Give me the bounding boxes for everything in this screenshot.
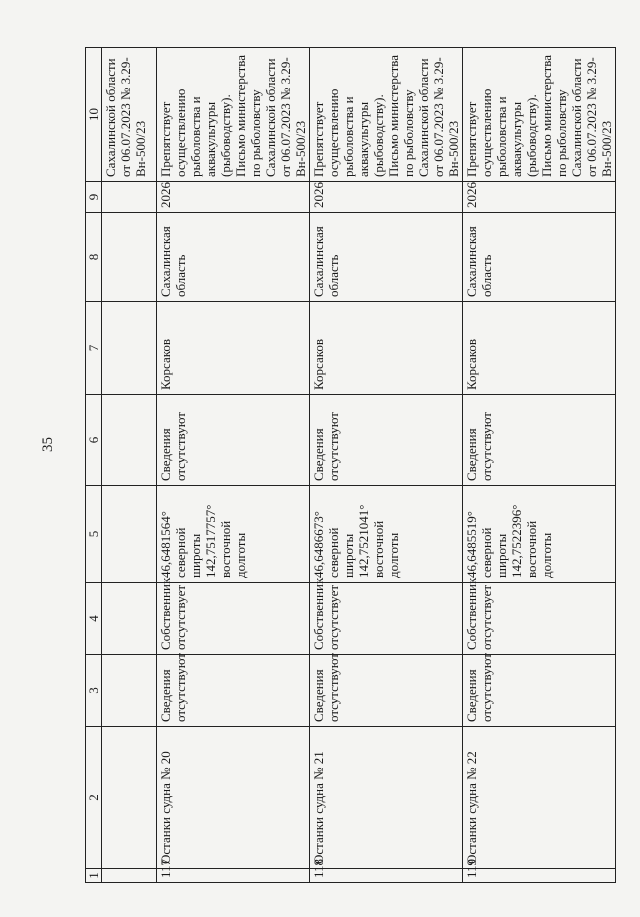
header-row <box>86 48 102 883</box>
column-header: 10 <box>86 48 102 182</box>
table-cell <box>102 213 157 302</box>
location: Корсаков <box>310 302 463 395</box>
table-cell <box>102 302 157 395</box>
column-header: 4 <box>86 583 102 655</box>
year: 2026 <box>310 182 463 213</box>
owner-info: Сведения отсутствуют <box>310 655 463 727</box>
note-cell: Препятствует осуществлению рыболовства и аквакультуры (рыбоводству). Письмо министерства по рыболовству Сахалинской области от 06.07.2023 № 3.29-Вн-500/23 <box>310 48 463 182</box>
region: Сахалинская область <box>157 213 310 302</box>
owner: Собственник отсутствует <box>310 583 463 655</box>
note-cell: Препятствует осуществлению рыболовства и аквакультуры (рыбоводству). Письмо министерства по рыболовству Сахалинской области от 06.07.2023 № 3.29-Вн-500/23 <box>157 48 310 182</box>
vessel-remains-table <box>85 47 616 883</box>
continuation-row <box>102 48 157 883</box>
table-cell <box>102 869 157 883</box>
owner: Собственник отсутствует <box>463 583 616 655</box>
object-name: Останки судна № 21 <box>310 727 463 869</box>
table-cell <box>102 583 157 655</box>
column-header: 8 <box>86 213 102 302</box>
year: 2026 <box>157 182 310 213</box>
table-cell <box>102 486 157 583</box>
coordinates: 46,6485519° северной широты 142,7522396° восточной долготы <box>463 486 616 583</box>
column-header: 2 <box>86 727 102 869</box>
region: Сахалинская область <box>310 213 463 302</box>
note-cell: Сахалинской области от 06.07.2023 № 3.29-Вн-500/23 <box>102 48 157 182</box>
region: Сахалинская область <box>463 213 616 302</box>
column-header: 1 <box>86 869 102 883</box>
coordinates: 46,6486673° северной широты 142,7521041° восточной долготы <box>310 486 463 583</box>
page-number: 35 <box>40 437 56 452</box>
info-cell: Сведения отсутствуют <box>157 395 310 486</box>
info-cell: Сведения отсутствуют <box>463 395 616 486</box>
table-row <box>157 48 310 883</box>
location: Корсаков <box>463 302 616 395</box>
coordinates: 46,6481564° северной широты 142,7517757° восточной долготы <box>157 486 310 583</box>
table-cell <box>102 182 157 213</box>
row-number: 117 <box>157 869 310 883</box>
location: Корсаков <box>157 302 310 395</box>
object-name: Останки судна № 20 <box>157 727 310 869</box>
note-cell: Препятствует осуществлению рыболовства и аквакультуры (рыбоводству). Письмо министерства по рыболовству Сахалинской области от 06.07.2023 № 3.29-Вн-500/23 <box>463 48 616 182</box>
column-header: 9 <box>86 182 102 213</box>
table-cell <box>102 655 157 727</box>
table-cell <box>102 727 157 869</box>
info-cell: Сведения отсутствуют <box>310 395 463 486</box>
row-number: 118 <box>310 869 463 883</box>
table-row <box>463 48 616 883</box>
column-header: 6 <box>86 395 102 486</box>
object-name: Останки судна № 22 <box>463 727 616 869</box>
column-header: 5 <box>86 486 102 583</box>
rotated-table-container <box>85 48 614 883</box>
year: 2026 <box>463 182 616 213</box>
row-number: 119 <box>463 869 616 883</box>
owner-info: Сведения отсутствуют <box>463 655 616 727</box>
column-header: 7 <box>86 302 102 395</box>
owner: Собственник отсутствует <box>157 583 310 655</box>
column-header: 3 <box>86 655 102 727</box>
table-row <box>310 48 463 883</box>
owner-info: Сведения отсутствуют <box>157 655 310 727</box>
table-cell <box>102 395 157 486</box>
